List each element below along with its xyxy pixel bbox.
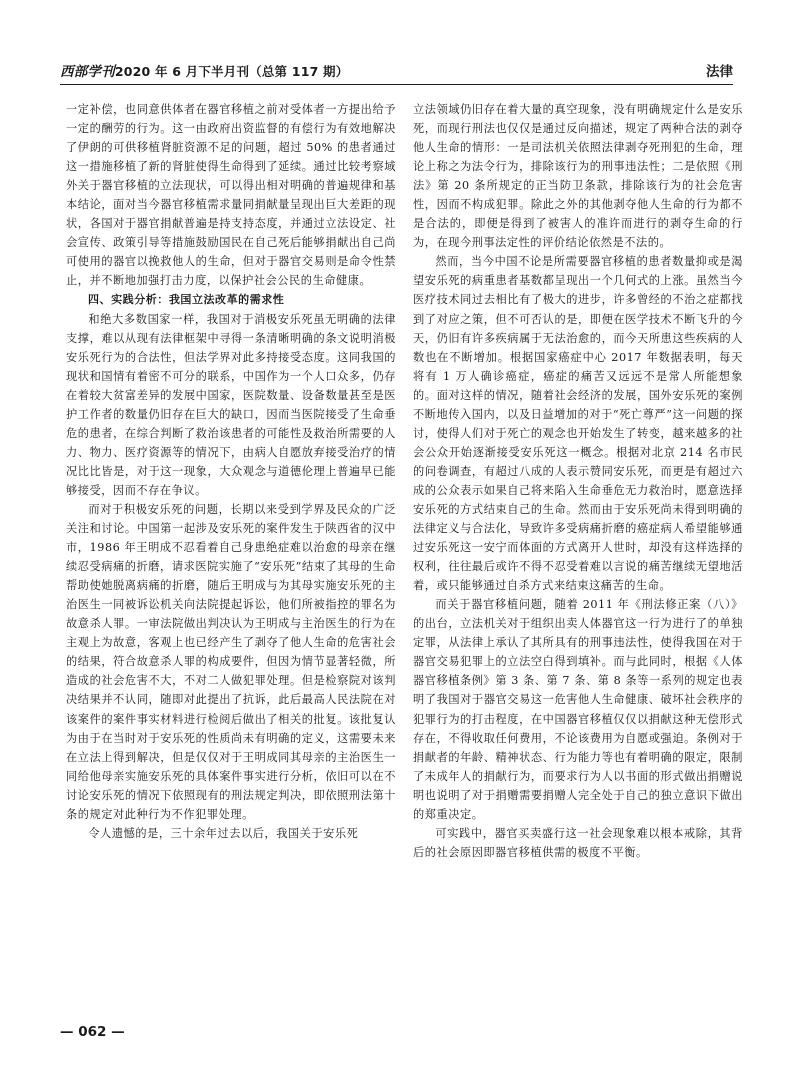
paragraph: 一定补偿，也同意供体者在器官移植之前对受体者一方提出给予一定的酬劳的行为。这一由政府出资监督的有偿行为有效地解决了伊朗的可供移植肾脏资源不足的问题，超过 50% 的患者通过这一措施移植了新的肾脏使得生命得到了延续。通过比较考察域外关于器官移植的立法现状，可以得出相对明确的普遍规律和基本结论，面对当今器官移植需求量同捐献量呈现出巨大差距的现状，各国对于器官捐献普遍是持支持态度，并通过立法设定、社会宣传、政策引导等措施鼓励国民在自己死后能够捐献出自己尚可使用的器官以挽救他人的生命，但对于器官交易则是命令性禁止，并不断地加强打击力度，以保护社会公民的生命健康。 — [66, 103, 396, 288]
paragraph: 立法领域仍旧存在着大量的真空现象，没有明确规定什么是安乐死，而现行刑法也仅仅是通过反向描述，规定了两种合法的剥夺他人生命的情形：一是司法机关依照法律剥夺死刑犯的生命，理论上称之为法令行为，排除该行为的刑事违法性；二是依照《刑法》第 20 条所规定的正当防卫条款，排除该行为的社会危害性，因而不构成犯罪。除此之外的其他剥夺他人生命的行为都不是合法的，即便是得到了被害人的准许而进行的剥夺生命的行为，在现今刑事法定性的评价结论依然是不法的。 — [413, 103, 743, 250]
paragraph: 令人遗憾的是，三十余年过去以后，我国关于安乐死 — [88, 826, 359, 840]
paragraph: 而对于积极安乐死的问题，长期以来受到学界及民众的广泛关注和讨论。中国第一起涉及安乐死的案件发生于陕西省的汉中市，1986 年王明成不忍看着自己身患绝症难以治愈的母亲在继续忍受病痛的折磨，请求医院实施了“安乐死”结束了其母的生命帮助使她脱离病痛的折磨，随后王明成与为其母实施安乐死的主治医生一同被诉讼机关向法院提起诉讼，他们所被指控的罪名为故意杀人罪。一审法院做出判决认为王明成与主治医生的行为在主观上为故意，客观上也已经产生了剥夺了他人生命的危害社会的结果，符合故意杀人罪的构成要件，但因为情节显著轻微，所造成的社会危害不大，不对二人做犯罪处理。但是检察院对该判决结果并不认同，随即对此提出了抗诉，此后最高人民法院在对该案件的案件事实材料进行检阅后做出了相关的批复。该批复认为由于在当时对于安乐死的性质尚未有明确的定义，这需要未来在立法上得到解决，但是仅仅对于王明成同其母亲的主治医生一同给他母亲实施安乐死的具体案件事实进行分析，依旧可以在不讨论安乐死的情况下依照现有的刑法规定判决，即依照刑法第十条的规定对此种行为不作犯罪处理。 — [66, 502, 396, 821]
section-label: 法律 — [706, 64, 733, 80]
issue-info: 2020 年 6 月下半月刊（总第 117 期） — [114, 64, 349, 79]
paragraph: 可实践中，器官买卖盛行这一社会现象难以根本戒除，其背后的社会原因即器官移植供需的极度不平衡。 — [413, 826, 743, 859]
paragraph: 而关于器官移植问题，随着 2011 年《刑法修正案（八）》的出台，立法机关对于组织出卖人体器官这一行为进行了的单独定罪，从法律上承认了其所具有的刑事违法性，使得我国在对于器官交易犯罪上的立法空白得到填补。而与此同时，根据《人体器官移植条例》第 3 条、第 7 条、第 8 条等一系列的规定也表明了我国对于器官交易这一危害他人生命健康、破坏社会秩序的犯罪行为的打击程度，在中国器官移植仅仅以捐献这种无偿形式存在，不得收取任何费用，不论该费用为自愿或强迫。条例对于捐献者的年龄、精神状态、行为能力等也有着明确的限定，限制了未成年人的捐献行为，而要求行为人以书面的形式做出捐赠说明也说明了对于捐赠需要捐赠人完全处于自己的独立意识下做出的郑重决定。 — [413, 598, 743, 821]
paragraph: 和绝大多数国家一样，我国对于消极安乐死虽无明确的法律支撑，难以从现有法律框架中寻得一条清晰明确的条文说明消极安乐死行为的合法性，但法学界对此多持接受态度。这同我国的现状和国情有着密不可分的联系，中国作为一个人口众多，仍存在着较大贫富差异的发展中国家，医院数量、设备数量甚至是医护工作者的数量仍旧存在巨大的缺口，因而当医院接受了生命垂危的患者，在综合判断了救治该患者的可能性及救治所需要的人力、物力、医疗资源等的情况下，由病人自愿放弃接受治疗的情况比比皆是，对于这一现象，大众观念与道德伦理上普遍早已能够接受，因而不存在争议。 — [66, 312, 396, 497]
paragraph: 然而，当今中国不论是所需要器官移植的患者数量抑或是渴望安乐死的病重患者基数都呈现出一个几何式的上涨。虽然当今医疗技术同过去相比有了极大的进步，许多曾经的不治之症都找到了对应之策，但不可否认的是，即便在医学技术不断飞升的今天，仍旧有许多疾病属于无法治愈的，而今天所患这些疾病的人数也在不断增加。根据国家癌症中心 2017 年数据表明，每天将有 1 万人确诊癌症，癌症的痛苦又远远不是常人所能想象的。面对这样的情况，随着社会经济的发展，国外安乐死的案例不断地传入国内，以及日益增加的对于“死亡尊严”这一问题的探讨，使得人们对于死亡的观念也开始发生了转变，越来越多的社会公众开始逐渐接受安乐死这一概念。根据对北京 214 名市民的问卷调查，有超过八成的人表示赞同安乐死，而更是有超过六成的公众表示如果自己将来陷入生命垂危无力救治时，愿意选择安乐死的方式结束自己的生命。然而由于安乐死尚未得到明确的法律定义与合法化，导致许多受病痛折磨的癌症病人希望能够通过安乐死这一安宁而体面的方式离开人世时，却没有这样选择的权利，往往最后或许不得不忍受着难以言说的痛苦继续无望地活着，或只能够通过自杀方式来结束这痛苦的生命。 — [413, 255, 743, 593]
left-column — [66, 100, 396, 843]
journal-name: 西部学刊 — [60, 64, 115, 80]
right-column — [413, 100, 743, 862]
header-journal-issue — [60, 60, 348, 80]
running-header — [60, 62, 733, 85]
section-heading: 四、实践分析：我国立法改革的需求性 — [88, 293, 285, 307]
page-number: — 062 — — [60, 1024, 125, 1040]
